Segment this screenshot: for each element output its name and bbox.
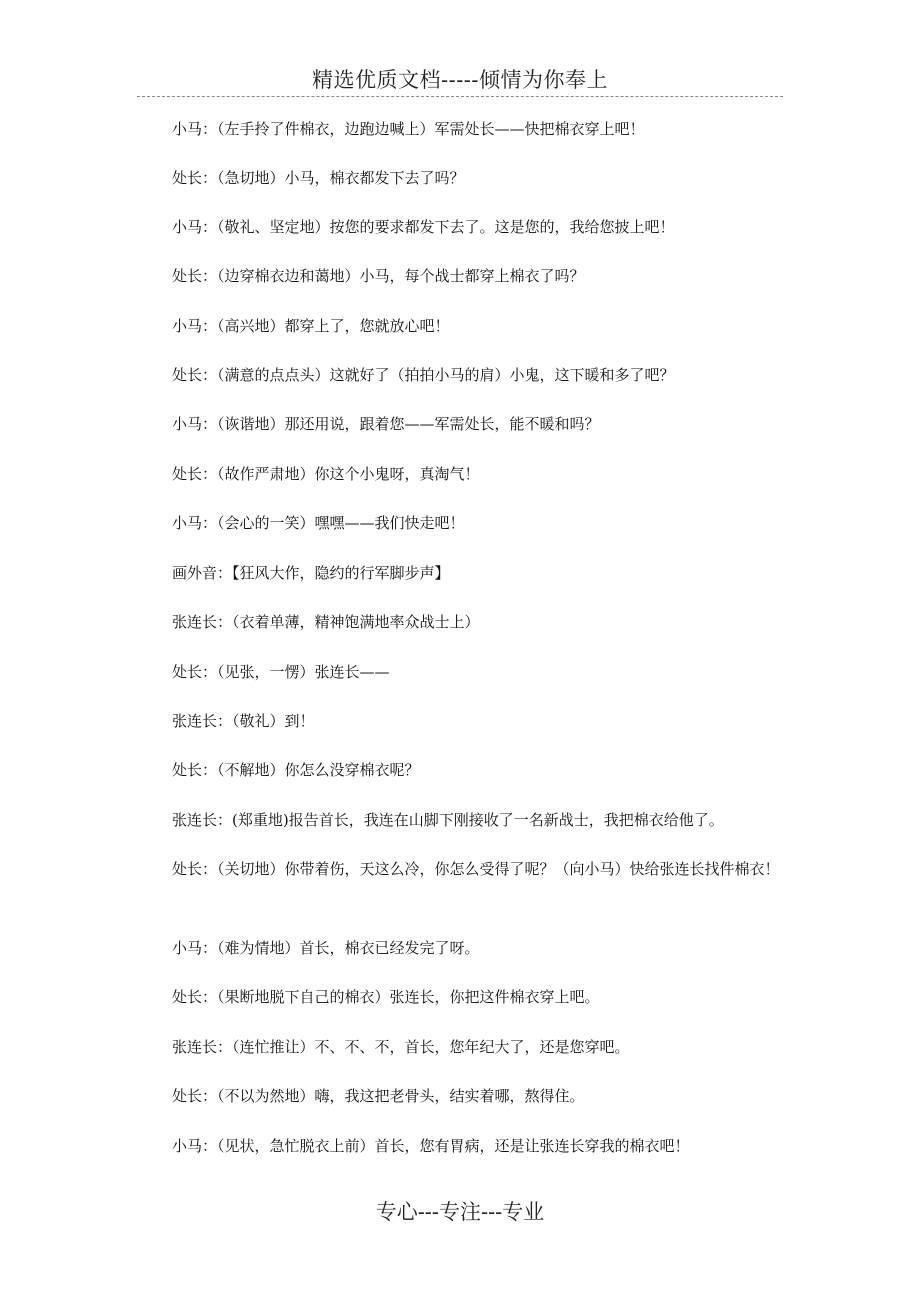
dialogue-line: 处长：（急切地）小马，棉衣都发下去了吗？	[172, 169, 465, 187]
dialogue-line: 处长：（不以为然地）嗨，我这把老骨头，结实着哪，熬得住。	[172, 1087, 585, 1105]
dialogue-line: 小马：（见状，急忙脱衣上前）首长，您有胃病，还是让张连长穿我的棉衣吧！	[172, 1137, 690, 1155]
page-footer: 专心---专注---专业	[375, 1200, 545, 1224]
dialogue-line: 小马：（敬礼、坚定地）按您的要求都发下去了。这是您的，我给您披上吧！	[172, 218, 675, 236]
dialogue-line: 小马：（左手拎了件棉衣，边跑边喊上）军需处长——快把棉衣穿上吧！	[172, 120, 645, 138]
dialogue-line: 处长：（边穿棉衣边和蔼地）小马，每个战士都穿上棉衣了吗？	[172, 267, 585, 285]
dialogue-line: 张连长：（连忙推让）不、不、不，首长，您年纪大了，还是您穿吧。	[172, 1038, 630, 1056]
dialogue-line: 小马：（会心的一笑）嘿嘿——我们快走吧！	[172, 514, 465, 532]
dialogue-line: 张连长：（衣着单薄，精神饱满地率众战士上）	[172, 613, 480, 631]
dialogue-line: 画外音：【狂风大作，隐约的行军脚步声】	[172, 564, 450, 582]
dialogue-line: 张连长：（敬礼）到！	[172, 712, 315, 730]
dialogue-line: 张连长：(郑重地)报告首长，我连在山脚下刚接收了一名新战士，我把棉衣给他了。	[172, 811, 724, 829]
dialogue-line: 小马：（诙谐地）那还用说，跟着您——军需处长，能不暖和吗？	[172, 415, 600, 433]
page-header: 精选优质文档-----倾情为你奉上	[312, 68, 608, 92]
dialogue-line: 处长：（满意的点点头）这就好了（拍拍小马的肩）小鬼，这下暖和多了吧？	[172, 366, 675, 384]
dialogue-line: 小马：（高兴地）都穿上了，您就放心吧！	[172, 317, 450, 335]
dialogue-line: 处长：（关切地）你带着伤，天这么冷，你怎么受得了呢？（向小马）快给张连长找件棉衣！	[172, 860, 780, 878]
header-divider	[137, 96, 783, 97]
dialogue-line: 小马：（难为情地）首长，棉衣已经发完了呀。	[172, 939, 480, 957]
dialogue-line: 处长：（果断地脱下自己的棉衣）张连长，你把这件棉衣穿上吧。	[172, 988, 600, 1006]
dialogue-line: 处长：（见张，一愣）张连长——	[172, 663, 390, 681]
dialogue-line: 处长：（不解地）你怎么没穿棉衣呢？	[172, 761, 420, 779]
dialogue-line: 处长：（故作严肃地）你这个小鬼呀，真淘气！	[172, 465, 480, 483]
